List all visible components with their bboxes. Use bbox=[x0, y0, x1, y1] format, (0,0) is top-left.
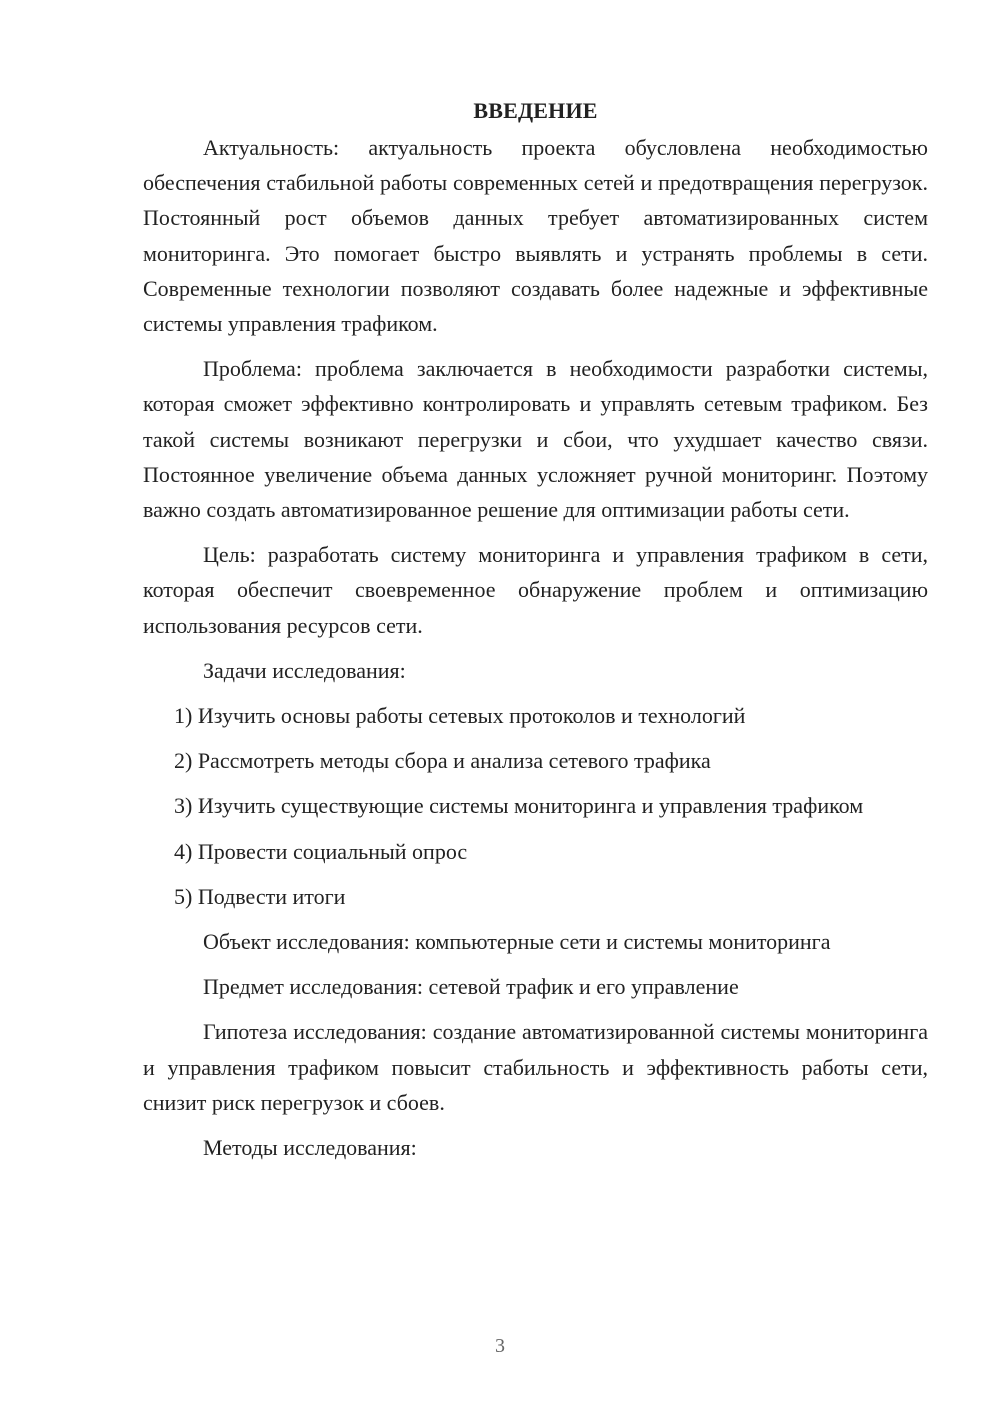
object-paragraph: Объект исследования: компьютерные сети и системы мониторинга bbox=[203, 929, 831, 955]
relevance-paragraph: Актуальность: актуальность проекта обусловлена необходимостью обеспечения стабильной работы современных сетей и предотвращения перегрузок. Постоянный рост объемов данных требует автоматизированных систем мониторинга. Это помогает быстро выявлять и устранять проблемы в сети. Современные технологии позволяют создавать более надежные и эффективные системы управления трафиком. bbox=[143, 135, 928, 337]
page-heading: ВВЕДЕНИЕ bbox=[473, 98, 598, 123]
methods-heading: Методы исследования: bbox=[203, 1135, 417, 1161]
task-item-3: 3) Изучить существующие системы мониторинга и управления трафиком bbox=[174, 793, 864, 819]
subject-paragraph: Предмет исследования: сетевой трафик и его управление bbox=[203, 974, 739, 1000]
task-item-2: 2) Рассмотреть методы сбора и анализа сетевого трафика bbox=[174, 748, 711, 774]
task-item-4: 4) Провести социальный опрос bbox=[174, 838, 468, 864]
goal-paragraph: Цель: разработать систему мониторинга и управления трафиком в сети, которая обеспечит своевременное обнаружение проблем и оптимизацию использования ресурсов сети. bbox=[143, 542, 928, 638]
hypothesis-paragraph: Гипотеза исследования: создание автоматизированной системы мониторинга и управления трафиком повысит стабильность и эффективность работы сети, снизит риск перегрузок и сбоев. bbox=[143, 1019, 928, 1115]
page-number: 3 bbox=[495, 1335, 505, 1357]
task-item-1: 1) Изучить основы работы сетевых протоколов и технологий bbox=[174, 703, 746, 729]
tasks-heading: Задачи исследования: bbox=[203, 657, 406, 683]
page-content bbox=[143, 96, 928, 1175]
problem-paragraph: Проблема: проблема заключается в необходимости разработки системы, которая сможет эффективно контролировать и управлять сетевым трафиком. Без такой системы возникают перегрузки и сбои, что ухудшает качество связи. Постоянное увеличение объема данных усложняет ручной мониторинг. Поэтому важно создать автоматизированное решение для оптимизации работы сети. bbox=[143, 356, 928, 523]
task-item-5: 5) Подвести итоги bbox=[174, 883, 346, 909]
